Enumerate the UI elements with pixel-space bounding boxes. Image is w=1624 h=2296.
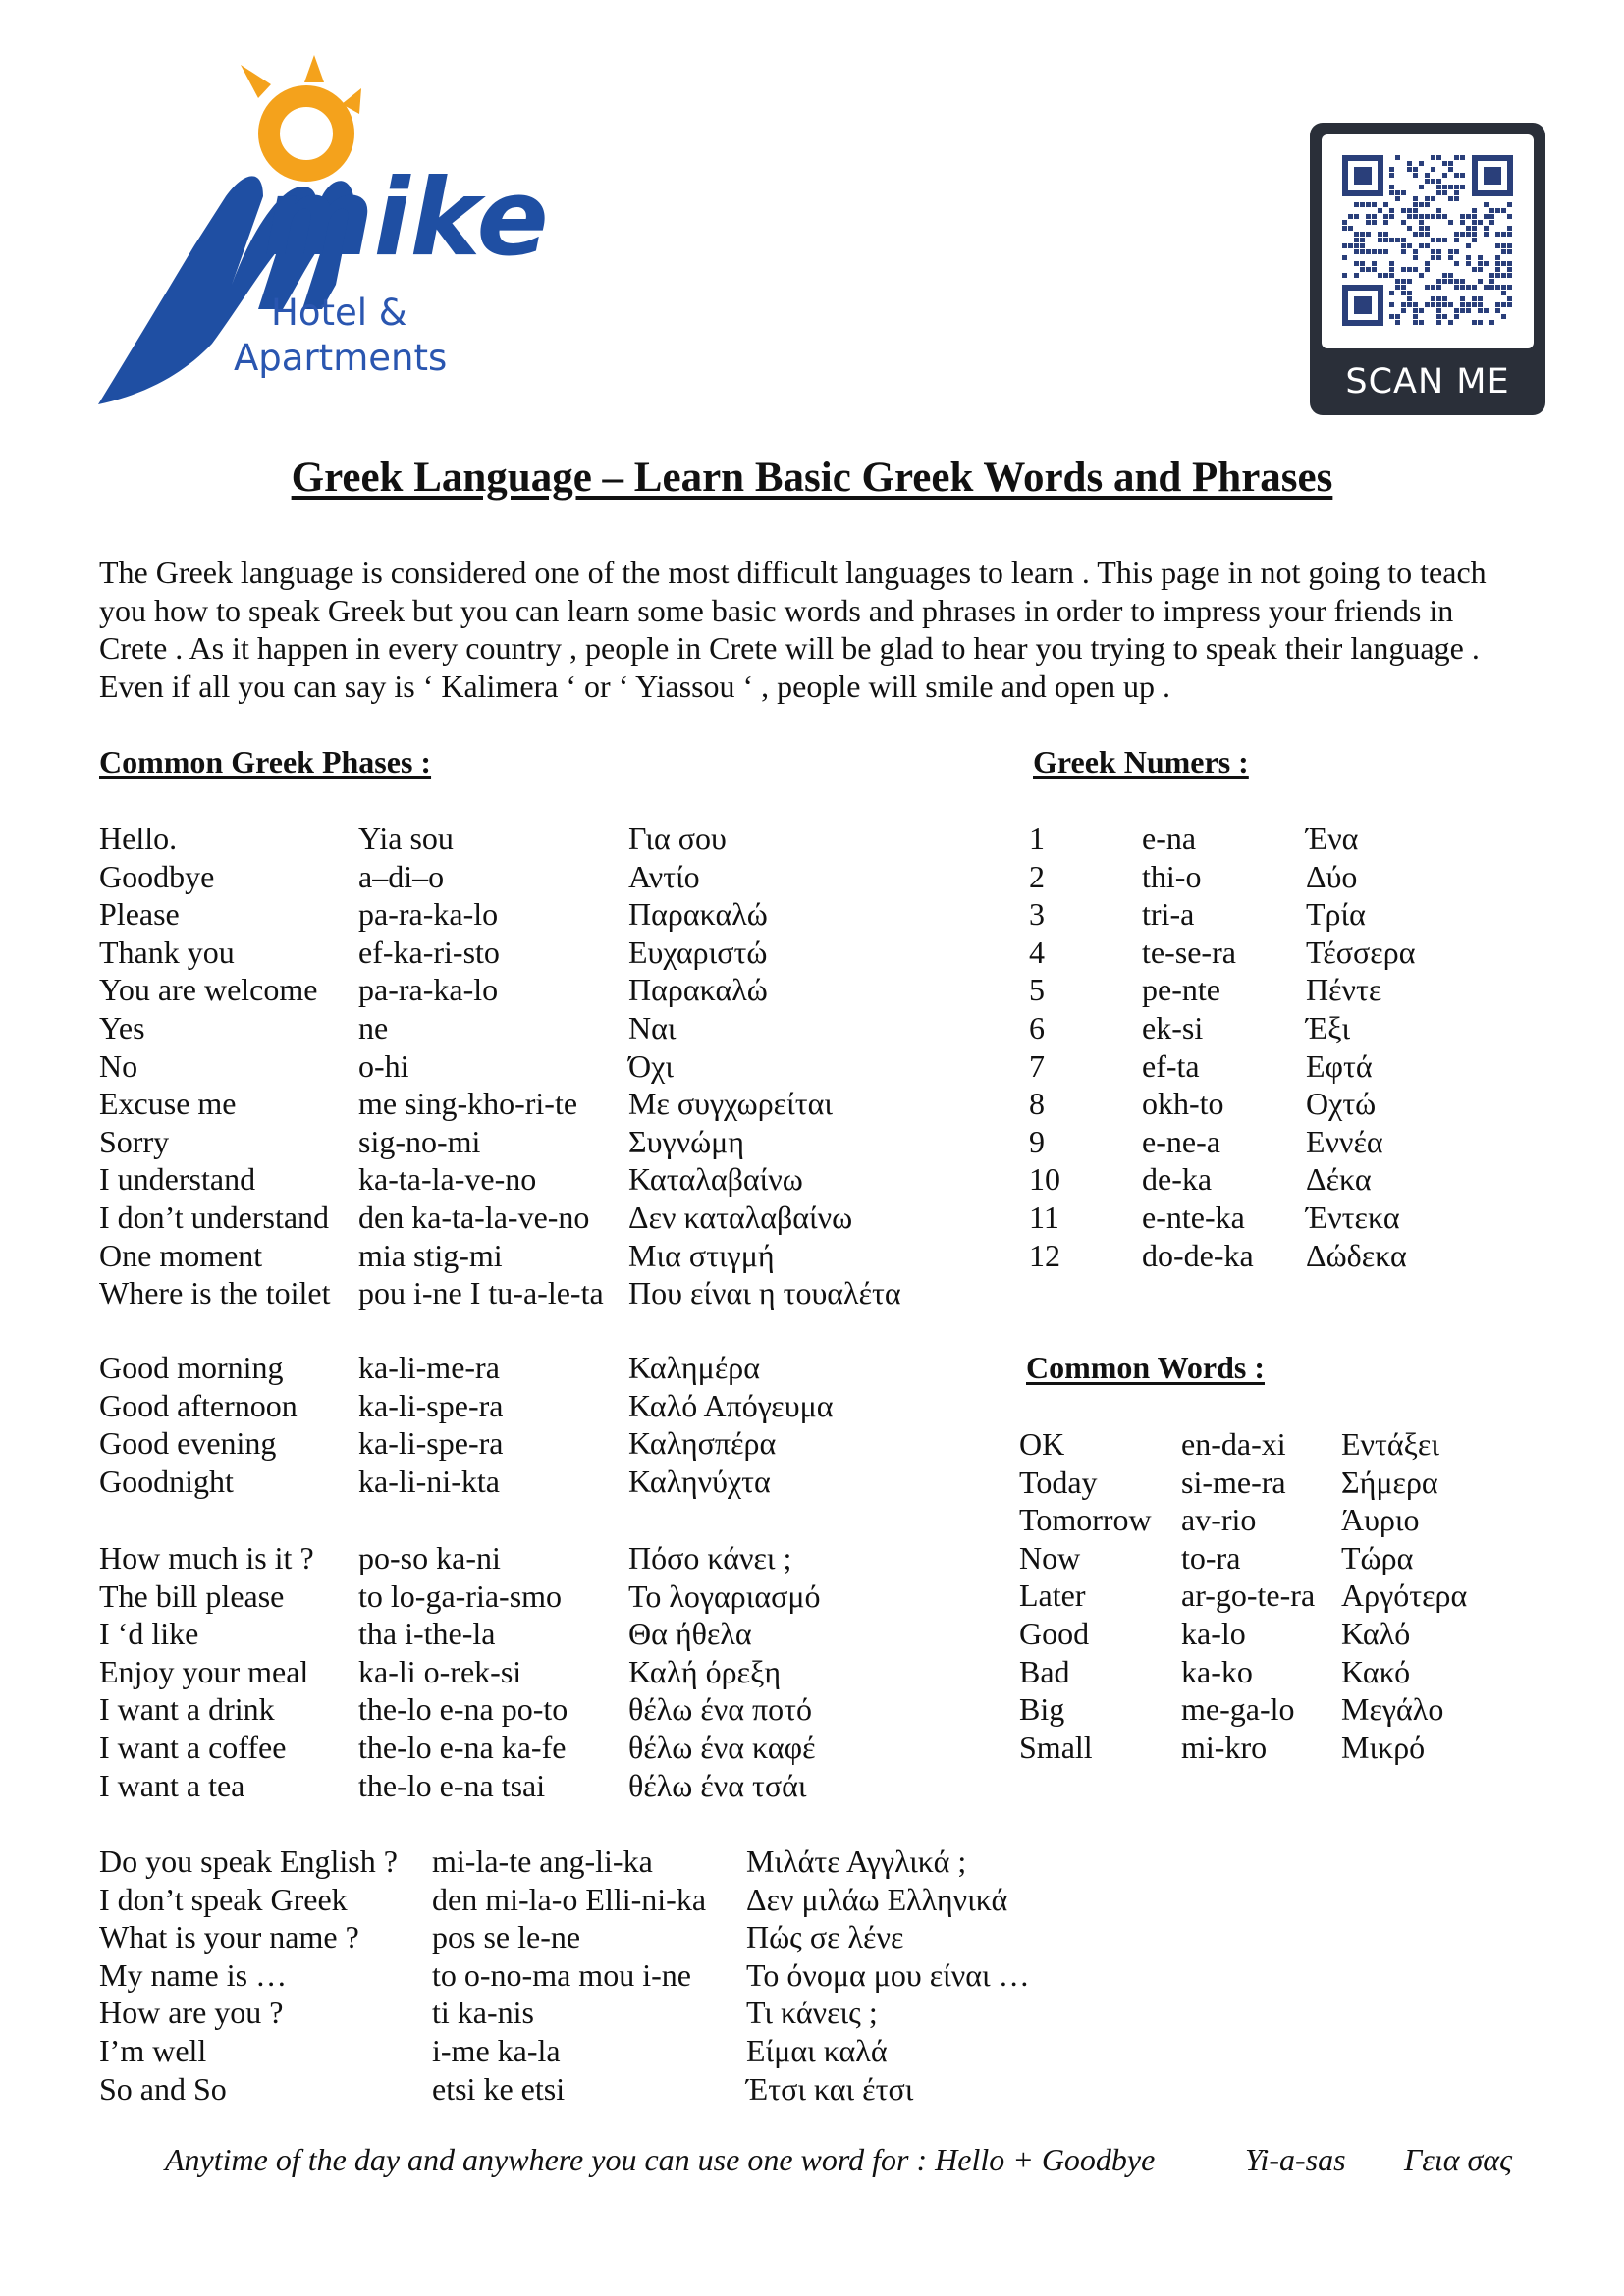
word-greek: Κακό <box>1341 1654 1411 1689</box>
number-transliteration: e-nte-ka <box>1142 1200 1245 1235</box>
word-english: Bad <box>1019 1654 1070 1689</box>
scan-me-label: SCAN ME <box>1345 362 1510 401</box>
phrase-english: I want a tea <box>99 1768 245 1803</box>
phrase-english: What is your name ? <box>99 1919 359 1954</box>
phrase-greek: Δεν καταλαβαίνω <box>628 1200 853 1235</box>
phrase-english: Where is the toilet <box>99 1275 331 1310</box>
number-greek: Τρία <box>1306 896 1366 932</box>
phrase-english: I’m well <box>99 2033 207 2068</box>
phrase-english: So and So <box>99 2071 227 2107</box>
phrase-english: Hello. <box>99 821 178 856</box>
number-transliteration: pe-nte <box>1142 972 1220 1007</box>
number-greek: Οχτώ <box>1306 1086 1377 1121</box>
phrase-greek: Πώς σε λένε <box>746 1919 904 1954</box>
phrase-greek: Όχι <box>628 1048 674 1084</box>
words-heading: Common Words : <box>1026 1350 1265 1385</box>
phrase-english: I don’t understand <box>99 1200 330 1235</box>
phrase-english: I want a drink <box>99 1691 275 1727</box>
word-greek: Καλό <box>1341 1616 1411 1651</box>
phrase-transliteration: the-lo e-na tsai <box>358 1768 546 1803</box>
phrase-greek: Θα ήθελα <box>628 1616 752 1651</box>
phrase-transliteration: tha i-the-la <box>358 1616 496 1651</box>
phrase-english: Good afternoon <box>99 1388 298 1423</box>
phrase-english: How much is it ? <box>99 1540 314 1575</box>
word-english: Good <box>1019 1616 1090 1651</box>
phrase-transliteration: to o-no-ma mou i-ne <box>432 1957 691 1993</box>
number-digit: 9 <box>1029 1124 1045 1159</box>
word-english: Today <box>1019 1465 1098 1500</box>
number-digit: 8 <box>1029 1086 1045 1121</box>
number-transliteration: okh-to <box>1142 1086 1224 1121</box>
word-transliteration: mi-kro <box>1181 1730 1268 1765</box>
phrase-english: My name is … <box>99 1957 288 1993</box>
intro-line: Even if all you can say is ‘ Kalimera ‘ or ‘ Yiassou ‘ , people will smile and open up . <box>99 667 1170 704</box>
word-english: Now <box>1019 1540 1081 1575</box>
phrase-greek: Δεν μιλάω Ελληνικά <box>746 1882 1008 1917</box>
phrase-english: Good morning <box>99 1350 284 1385</box>
phrase-greek: Καληνύχτα <box>628 1464 771 1499</box>
word-transliteration: av-rio <box>1181 1502 1257 1537</box>
phrase-greek: Μια στιγμή <box>628 1238 775 1273</box>
qr-code-icon[interactable] <box>1322 134 1534 348</box>
number-transliteration: e-ne-a <box>1142 1124 1220 1159</box>
number-greek: Δέκα <box>1306 1161 1372 1197</box>
phrase-english: Good evening <box>99 1425 277 1461</box>
phrase-english: I don’t speak Greek <box>99 1882 348 1917</box>
phrase-greek: Καταλαβαίνω <box>628 1161 803 1197</box>
number-greek: Τέσσερα <box>1306 934 1416 970</box>
number-greek: Έντεκα <box>1306 1200 1400 1235</box>
phrase-greek: Παρακαλώ <box>628 896 768 932</box>
phrase-transliteration: to lo-ga-ria-smo <box>358 1578 563 1614</box>
phrase-transliteration: po-so ka-ni <box>358 1540 501 1575</box>
phrase-english: Please <box>99 896 180 932</box>
word-english: Big <box>1019 1691 1065 1727</box>
phrase-greek: Έτσι και έτσι <box>746 2071 914 2107</box>
word-greek: Εντάξει <box>1341 1426 1439 1462</box>
phrase-greek: Καλή όρεξη <box>628 1654 782 1689</box>
phrase-transliteration: mi-la-te ang-li-ka <box>432 1843 653 1879</box>
phrase-transliteration: Yia sou <box>358 821 454 856</box>
footer-text: Anytime of the day and anywhere you can use one word for : Hello + Goodbye <box>165 2142 1156 2177</box>
phrase-greek: Το όνομα μου είναι … <box>746 1957 1030 1993</box>
qr-pattern <box>1322 134 1534 348</box>
number-transliteration: do-de-ka <box>1142 1238 1254 1273</box>
word-greek: Σήμερα <box>1341 1465 1438 1500</box>
phrase-greek: Παρακαλώ <box>628 972 768 1007</box>
number-digit: 7 <box>1029 1048 1045 1084</box>
number-digit: 3 <box>1029 896 1045 932</box>
phrase-greek: θέλω ένα τσάι <box>628 1768 807 1803</box>
intro-paragraph <box>99 554 1572 705</box>
word-transliteration: ar-go-te-ra <box>1181 1577 1316 1613</box>
number-transliteration: te-se-ra <box>1142 934 1236 970</box>
phrase-transliteration: pa-ra-ka-lo <box>358 972 499 1007</box>
number-greek: Δύο <box>1306 859 1358 894</box>
number-greek: Εννέα <box>1306 1124 1383 1159</box>
phrase-english: How are you ? <box>99 1995 284 2030</box>
word-english: Later <box>1019 1577 1086 1613</box>
word-greek: Άυριο <box>1341 1502 1420 1537</box>
phrase-transliteration: ka-li-ni-kta <box>358 1464 500 1499</box>
word-greek: Αργότερα <box>1341 1577 1468 1613</box>
phrase-transliteration: ka-li o-rek-si <box>358 1654 522 1689</box>
number-digit: 4 <box>1029 934 1045 970</box>
intro-line: The Greek language is considered one of the most difficult languages to learn . This page in not going to teach <box>99 555 1487 590</box>
phrase-english: The bill please <box>99 1578 285 1614</box>
word-english: OK <box>1019 1426 1065 1462</box>
phrase-transliteration: ka-li-me-ra <box>358 1350 500 1385</box>
word-greek: Μικρό <box>1341 1730 1426 1765</box>
numbers-heading: Greek Numers : <box>1033 744 1249 779</box>
number-transliteration: thi-o <box>1142 859 1202 894</box>
phrase-greek: Καλό Απόγευμα <box>628 1388 834 1423</box>
phrase-greek: Αντίο <box>628 859 700 894</box>
logo-line-apartments: Apartments <box>234 337 448 379</box>
phrase-greek: Το λογαριασμό <box>628 1578 821 1614</box>
phrase-transliteration: pou i-ne I tu-a-le-ta <box>358 1275 604 1310</box>
phrase-english: Sorry <box>99 1124 170 1159</box>
word-transliteration: ka-lo <box>1181 1616 1246 1651</box>
phrase-english: I ‘d like <box>99 1616 199 1651</box>
phrase-english: Excuse me <box>99 1086 237 1121</box>
number-greek: Ένα <box>1306 821 1359 856</box>
phrase-transliteration: ef-ka-ri-sto <box>358 934 500 970</box>
logo-wordmark: mike <box>263 157 549 280</box>
phrase-greek: Για σου <box>628 821 727 856</box>
intro-line: you how to speak Greek but you can learn some basic words and phrases in order to impress your friends in <box>99 592 1454 628</box>
phrase-transliteration: den ka-ta-la-ve-no <box>358 1200 590 1235</box>
word-english: Tomorrow <box>1019 1502 1152 1537</box>
phrase-transliteration: etsi ke etsi <box>432 2071 566 2107</box>
phrase-english: No <box>99 1048 138 1084</box>
phrase-english: One moment <box>99 1238 263 1273</box>
word-transliteration: si-me-ra <box>1181 1465 1286 1500</box>
phrase-english: Yes <box>99 1010 145 1045</box>
phrase-greek: Καλημέρα <box>628 1350 760 1385</box>
number-transliteration: tri-a <box>1142 896 1195 932</box>
footer-transliteration: Yi-a-sas <box>1245 2142 1346 2177</box>
phrase-greek: Που είναι η τουαλέτα <box>628 1275 901 1310</box>
number-greek: Έξι <box>1306 1010 1351 1045</box>
phrase-greek: Είμαι καλά <box>746 2033 888 2068</box>
qr-code-card[interactable] <box>1310 123 1545 415</box>
hotel-logo <box>96 49 549 412</box>
word-transliteration: me-ga-lo <box>1181 1691 1295 1727</box>
phrase-transliteration: pos se le-ne <box>432 1919 581 1954</box>
phrase-transliteration: ka-ta-la-ve-no <box>358 1161 537 1197</box>
number-digit: 10 <box>1029 1161 1060 1197</box>
number-transliteration: de-ka <box>1142 1161 1213 1197</box>
number-digit: 2 <box>1029 859 1045 894</box>
number-transliteration: ef-ta <box>1142 1048 1200 1084</box>
number-transliteration: e-na <box>1142 821 1197 856</box>
phrase-greek: Ευχαριστώ <box>628 934 768 970</box>
number-greek: Δώδεκα <box>1306 1238 1407 1273</box>
phrase-transliteration: i-me ka-la <box>432 2033 561 2068</box>
phrase-transliteration: pa-ra-ka-lo <box>358 896 499 932</box>
logo-line-hotel: Hotel & <box>271 292 407 334</box>
word-transliteration: en-da-xi <box>1181 1426 1286 1462</box>
phrase-transliteration: ka-li-spe-ra <box>358 1425 504 1461</box>
word-transliteration: to-ra <box>1181 1540 1241 1575</box>
phrase-english: I want a coffee <box>99 1730 287 1765</box>
phrase-transliteration: ne <box>358 1010 389 1045</box>
phrase-transliteration: den mi-la-o Elli-ni-ka <box>432 1882 707 1917</box>
page-title: Greek Language – Learn Basic Greek Words and Phrases <box>291 454 1333 501</box>
phrase-transliteration: ti ka-nis <box>432 1995 534 2030</box>
phrase-transliteration: ka-li-spe-ra <box>358 1388 504 1423</box>
phrase-english: Goodnight <box>99 1464 234 1499</box>
number-greek: Εφτά <box>1306 1048 1373 1084</box>
footer-greek: Γεια σας <box>1404 2142 1513 2177</box>
phrase-transliteration: the-lo e-na ka-fe <box>358 1730 567 1765</box>
phrase-greek: θέλω ένα ποτό <box>628 1691 813 1727</box>
phrase-greek: Καλησπέρα <box>628 1425 777 1461</box>
phrase-english: I understand <box>99 1161 256 1197</box>
number-digit: 11 <box>1029 1200 1059 1235</box>
phrase-transliteration: the-lo e-na po-to <box>358 1691 568 1727</box>
number-digit: 12 <box>1029 1238 1060 1273</box>
phrase-english: Thank you <box>99 934 235 970</box>
phrase-transliteration: sig-no-mi <box>358 1124 481 1159</box>
phrase-greek: Μιλάτε Αγγλικά ; <box>746 1843 967 1879</box>
phrase-greek: Ναι <box>628 1010 677 1045</box>
phrase-greek: θέλω ένα καφέ <box>628 1730 816 1765</box>
phrase-english: Enjoy your meal <box>99 1654 309 1689</box>
number-greek: Πέντε <box>1306 972 1382 1007</box>
phrase-greek: Συγνώμη <box>628 1124 745 1159</box>
phrase-transliteration: a–di–o <box>358 859 445 894</box>
phrase-transliteration: mia stig-mi <box>358 1238 503 1273</box>
phrase-english: You are welcome <box>99 972 318 1007</box>
phrase-greek: Τι κάνεις ; <box>746 1995 878 2030</box>
word-greek: Τώρα <box>1341 1540 1414 1575</box>
phrase-transliteration: me sing-kho-ri-te <box>358 1086 578 1121</box>
word-transliteration: ka-ko <box>1181 1654 1253 1689</box>
phrase-greek: Με συγχωρείται <box>628 1086 833 1121</box>
number-transliteration: ek-si <box>1142 1010 1204 1045</box>
number-digit: 5 <box>1029 972 1045 1007</box>
word-greek: Μεγάλο <box>1341 1691 1444 1727</box>
phrase-english: Goodbye <box>99 859 215 894</box>
phrases-heading: Common Greek Phases : <box>99 744 432 779</box>
phrase-greek: Πόσο κάνει ; <box>628 1540 792 1575</box>
number-digit: 1 <box>1029 821 1045 856</box>
phrase-english: Do you speak English ? <box>99 1843 398 1879</box>
intro-line: Crete . As it happen in every country , people in Crete will be glad to hear you trying to speak their language . <box>99 630 1480 666</box>
word-english: Small <box>1019 1730 1093 1765</box>
phrase-transliteration: o-hi <box>358 1048 409 1084</box>
number-digit: 6 <box>1029 1010 1045 1045</box>
